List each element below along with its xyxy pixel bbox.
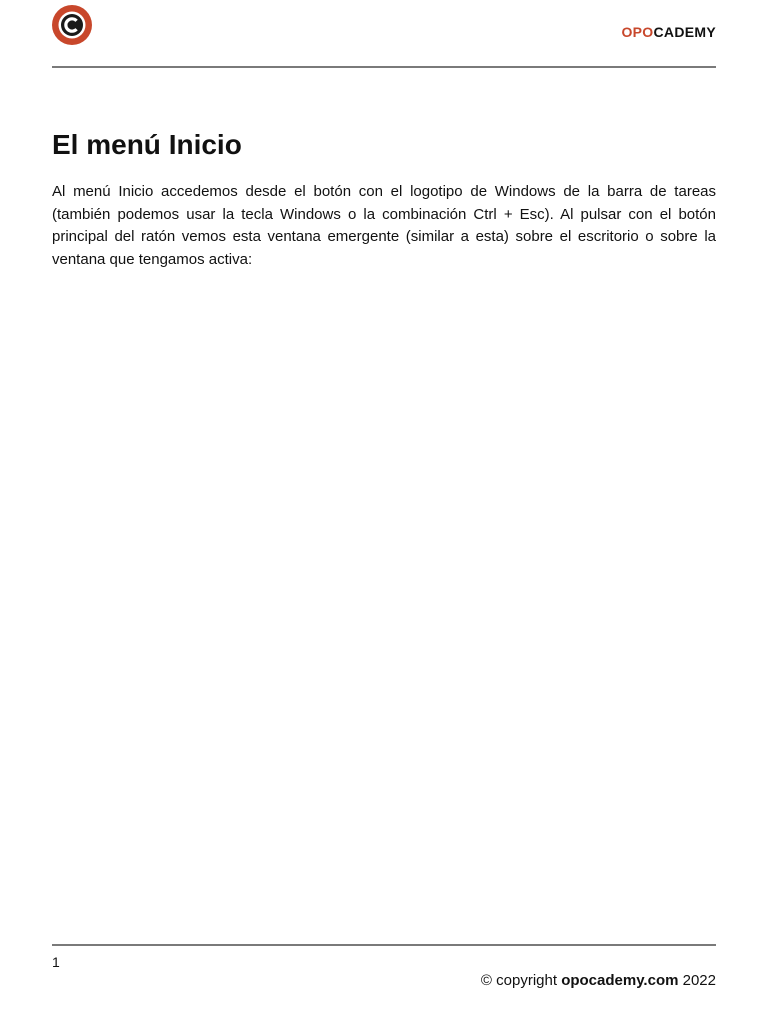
opocademy-logo-icon (52, 5, 92, 45)
copyright-prefix: © copyright (480, 972, 558, 989)
copyright-notice (481, 972, 716, 989)
brand-rest: CADEMY (653, 24, 716, 40)
header-divider (52, 66, 716, 68)
brand-accent: OPO (621, 24, 654, 40)
copyright-year: 2022 (682, 972, 716, 989)
footer-divider (52, 944, 716, 946)
brand-name (621, 24, 716, 40)
page-number: 1 (52, 954, 60, 970)
body-paragraph: Al menú Inicio accedemos desde el botón con el logotipo de Windows de la barra de tareas (también podemos usar la tecla Windows o la combinación Ctrl + Esc). Al pulsar con el botón principal del ratón vemos esta ventana emergente (similar a esta) sobre el escritorio o sobre la ventana que tengamos activa: (52, 183, 716, 268)
copyright-site: opocademy.com (561, 972, 679, 989)
page-title: El menú Inicio (52, 129, 242, 160)
